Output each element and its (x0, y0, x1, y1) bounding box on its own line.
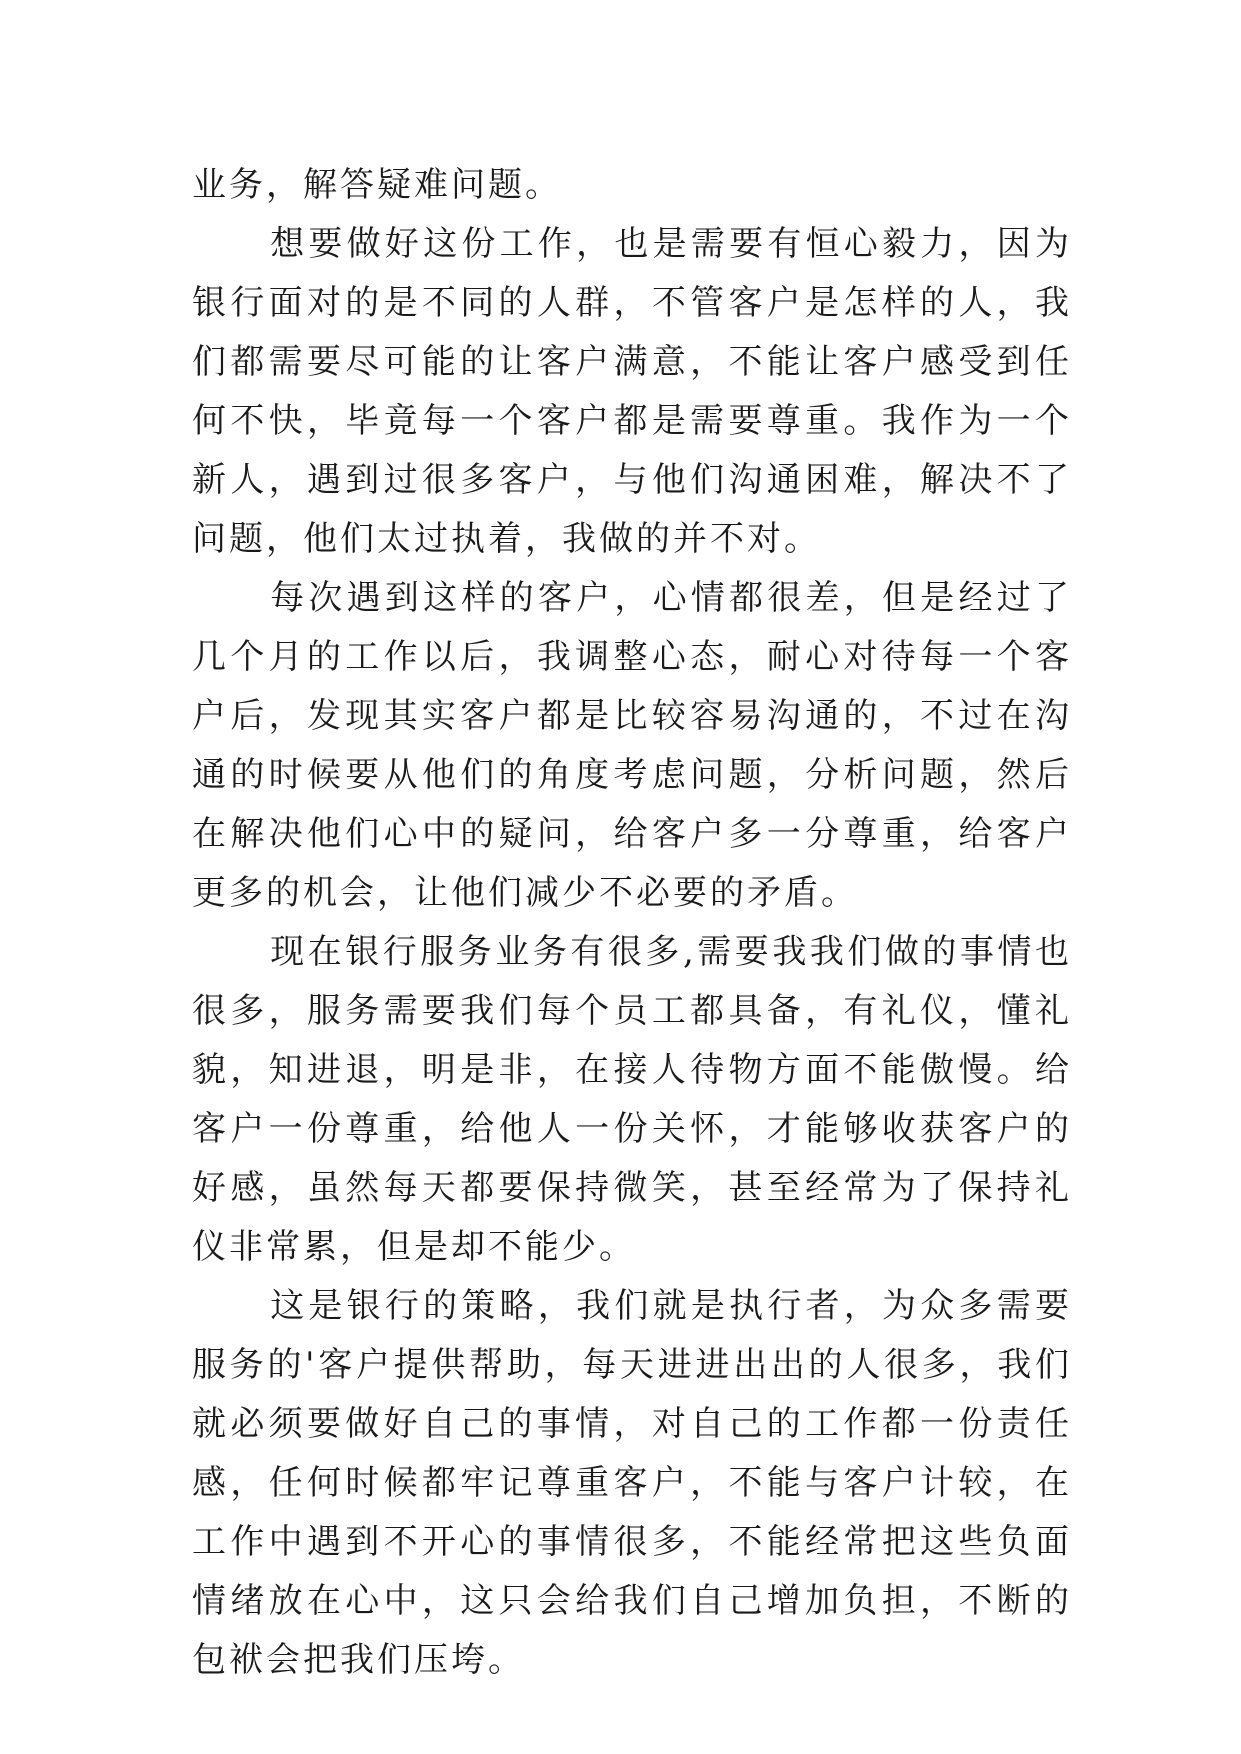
paragraph-2: 想要做好这份工作，也是需要有恒心毅力，因为银行面对的是不同的人群，不管客户是怎样的人，我们都需要尽可能的让客户满意，不能让客户感受到任何不快，毕竟每一个客户都是需要尊重。我作为一个新人，遇到过很多客户，与他们沟通困难，解决不了问题，他们太过执着，我做的并不对。 (192, 224, 1072, 559)
body-text (192, 156, 1072, 1690)
paragraph-3: 每次遇到这样的客户，心情都很差，但是经过了几个月的工作以后，我调整心态，耐心对待每一个客户后，发现其实客户都是比较容易沟通的，不过在沟通的时候要从他们的角度考虑问题，分析问题，然后在解决他们心中的疑问，给客户多一分尊重，给客户更多的机会，让他们减少不必要的矛盾。 (192, 578, 1072, 913)
paragraph-4: 现在银行服务业务有很多,需要我我们做的事情也很多，服务需要我们每个员工都具备，有礼仪，懂礼貌，知进退，明是非，在接人待物方面不能傲慢。给客户一份尊重，给他人一份关怀，才能够收获客户的好感，虽然每天都要保持微笑，甚至经常为了保持礼仪非常累，但是却不能少。 (192, 932, 1072, 1267)
paragraph-1: 业务，解答疑难问题。 (192, 165, 562, 205)
paragraph-5: 这是银行的策略，我们就是执行者，为众多需要服务的'客户提供帮助，每天进进出出的人很多，我们就必须要做好自己的事情，对自己的工作都一份责任感，任何时候都牢记尊重客户，不能与客户计较，在工作中遇到不开心的事情很多，不能经常把这些负面情绪放在心中，这只会给我们自己增加负担，不断的包袱会把我们压垮。 (192, 1286, 1072, 1680)
